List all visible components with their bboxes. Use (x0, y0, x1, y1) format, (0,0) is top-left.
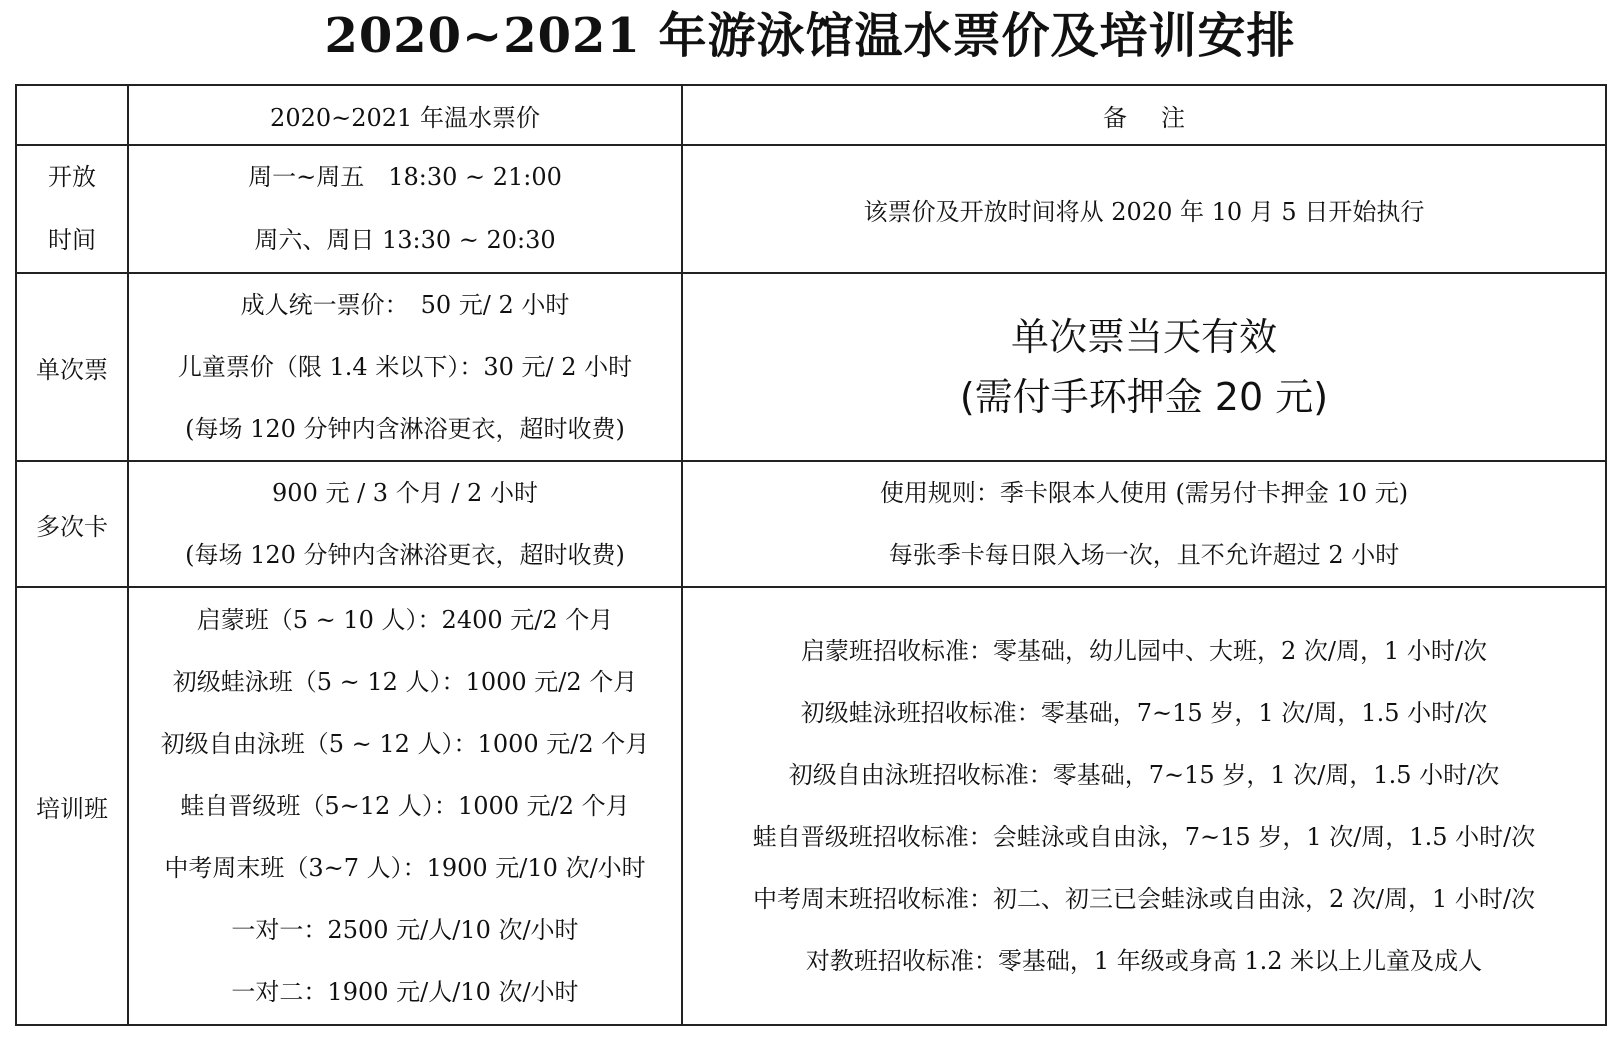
multi-card-limit: 每张季卡每日限入场一次，且不允许超过 2 小时 (888, 541, 1400, 569)
list-item: 初级蛙泳班招收标准：零基础，7~15 岁，1 次/周，1.5 小时/次 (800, 699, 1488, 727)
multi-card-session-note: (每场 120 分钟内含淋浴更衣，超时收费) (185, 541, 625, 569)
list-item: 中考周末班招收标准：初二、初三已会蛙泳或自由泳，2 次/周，1 小时/次 (753, 885, 1535, 913)
table-row-open-time (16, 145, 1606, 273)
open-time-label (16, 145, 128, 273)
list-item: 蛙自晋级班（5~12 人）：1000 元/2 个月 (180, 792, 630, 820)
header-note-text: 备注 (1103, 103, 1219, 132)
single-ticket-session-note: (每场 120 分钟内含淋浴更衣，超时收费) (185, 415, 625, 443)
list-item: 对教班招收标准：零基础，1 年级或身高 1.2 米以上儿童及成人 (805, 947, 1483, 975)
header-price-text: 2020~2021 年温水票价 (270, 103, 540, 132)
table-row-single-ticket (16, 273, 1606, 461)
page-title: 2020~2021 年游泳馆温水票价及培训安排 (324, 8, 1296, 64)
training-label: 培训班 (16, 587, 128, 1025)
single-ticket-deposit: (需付手环押金 20 元) (959, 375, 1329, 419)
single-ticket-note-cell (682, 273, 1606, 461)
open-time-price-cell (128, 145, 682, 273)
table-row-training (16, 587, 1606, 1025)
single-ticket-child-price: 儿童票价（限 1.4 米以下）：30 元/ 2 小时 (177, 353, 633, 381)
list-item: 蛙自晋级班招收标准：会蛙泳或自由泳，7~15 岁，1 次/周，1.5 小时/次 (752, 823, 1536, 851)
multi-card-note-cell (682, 461, 1606, 587)
open-time-note: 该票价及开放时间将从 2020 年 10 月 5 日开始执行 (863, 197, 1425, 226)
open-time-label-line: 开放 (48, 163, 96, 191)
open-time-weekend: 周六、周日 13:30 ~ 20:30 (254, 226, 556, 254)
multi-card-price: 900 元 / 3 个月 / 2 小时 (272, 479, 538, 507)
list-item: 初级自由泳班招收标准：零基础，7~15 岁，1 次/周，1.5 小时/次 (788, 761, 1500, 789)
multi-card-label: 多次卡 (16, 461, 128, 587)
table-header-row (16, 85, 1606, 145)
single-ticket-adult-price: 成人统一票价： 50 元/ 2 小时 (240, 291, 570, 319)
header-price-cell (128, 85, 682, 145)
list-item: 中考周末班（3~7 人）：1900 元/10 次/小时 (164, 854, 646, 882)
single-ticket-validity: 单次票当天有效 (1010, 315, 1277, 359)
list-item: 一对二：1900 元/人/10 次/小时 (231, 978, 579, 1006)
list-item: 启蒙班（5 ~ 10 人）：2400 元/2 个月 (196, 606, 614, 634)
multi-card-rule: 使用规则：季卡限本人使用 (需另付卡押金 10 元) (879, 479, 1409, 507)
schedule-table (15, 84, 1607, 1026)
open-time-weekday: 周一~周五 18:30 ~ 21:00 (248, 163, 562, 191)
open-time-label-line: 时间 (48, 226, 96, 254)
open-time-note-cell (682, 145, 1606, 273)
single-ticket-price-cell (128, 273, 682, 461)
multi-card-price-cell (128, 461, 682, 587)
list-item: 一对一：2500 元/人/10 次/小时 (231, 916, 579, 944)
list-item: 启蒙班招收标准：零基础，幼儿园中、大班，2 次/周，1 小时/次 (801, 637, 1487, 665)
training-note-cell (682, 587, 1606, 1025)
header-note-cell (682, 85, 1606, 145)
list-item: 初级自由泳班（5 ~ 12 人）：1000 元/2 个月 (160, 730, 650, 758)
header-label-cell (16, 85, 128, 145)
training-price-cell (128, 587, 682, 1025)
list-item: 初级蛙泳班（5 ~ 12 人）：1000 元/2 个月 (172, 668, 638, 696)
single-ticket-label: 单次票 (16, 273, 128, 461)
table-row-multi-card (16, 461, 1606, 587)
